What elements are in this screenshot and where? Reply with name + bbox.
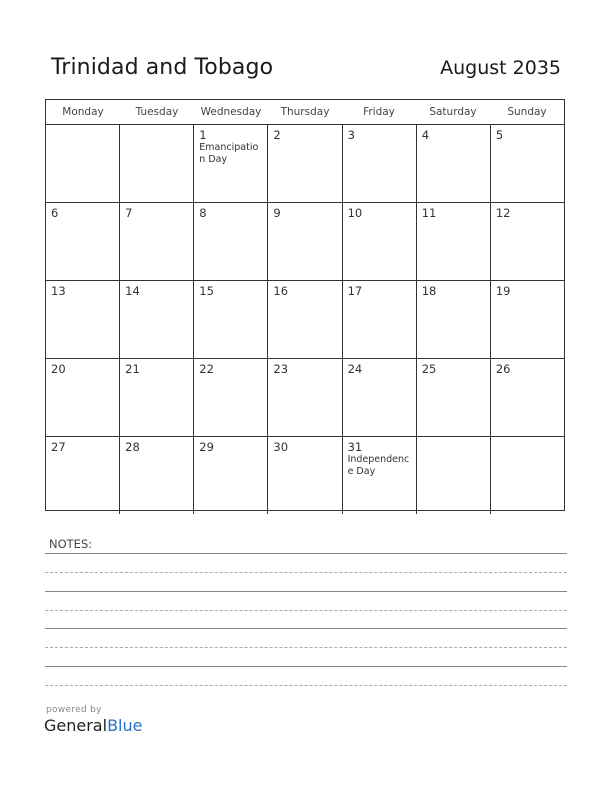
day-cell (417, 359, 491, 436)
day-cell (491, 359, 564, 436)
day-number: 13 (51, 284, 66, 298)
day-cell (491, 203, 564, 280)
day-cell (343, 203, 417, 280)
day-cell (46, 281, 120, 358)
notes-line (45, 591, 567, 592)
day-number: 5 (495, 128, 504, 142)
week-row-5 (46, 437, 564, 514)
powered-by-text: powered by (46, 705, 102, 715)
weekday-saturday: Saturday (429, 106, 477, 118)
weekday-thursday: Thursday (280, 106, 330, 118)
day-cell (343, 125, 417, 202)
day-number: 29 (199, 440, 214, 454)
day-cell (46, 437, 120, 514)
week-row-4 (46, 359, 564, 437)
day-cell (268, 359, 342, 436)
day-number: 2 (273, 128, 281, 142)
day-number: 20 (51, 362, 66, 376)
day-number: 30 (273, 440, 289, 454)
day-cell (491, 437, 564, 514)
month-year: August 2035 (440, 57, 561, 79)
brand-logo[interactable] (44, 716, 142, 735)
day-cell (343, 359, 417, 436)
week-row-2 (46, 203, 564, 281)
day-number: 23 (273, 362, 289, 376)
day-cell (491, 281, 564, 358)
notes-line (45, 553, 567, 554)
day-cell (120, 203, 194, 280)
day-number: 15 (199, 284, 214, 298)
day-cell (194, 125, 268, 202)
day-cell (417, 125, 491, 202)
notes-line (45, 610, 567, 611)
weekday-header-row (46, 100, 564, 125)
notes-line (45, 628, 567, 629)
weekday-sunday: Sunday (507, 106, 547, 118)
day-number: 31 (347, 440, 363, 454)
day-cell (194, 281, 268, 358)
day-cell (491, 125, 564, 202)
day-cell (417, 281, 491, 358)
notes-label: NOTES: (49, 537, 93, 551)
day-number: 19 (495, 284, 511, 298)
day-cell (120, 359, 194, 436)
day-number: 16 (273, 284, 289, 298)
day-cell (343, 437, 417, 514)
day-number: 27 (51, 440, 66, 454)
holiday-label: Emancipation Day (199, 142, 259, 165)
day-cell (343, 281, 417, 358)
brand-blue-text: Blue (107, 716, 143, 735)
day-number: 12 (495, 206, 511, 220)
notes-line (45, 647, 567, 648)
holiday-label: Independence Day (347, 454, 410, 477)
notes-line (45, 572, 567, 573)
page-title: Trinidad and Tobago (51, 55, 274, 80)
weekday-monday: Monday (62, 106, 104, 118)
day-cell (268, 125, 342, 202)
weekday-wednesday: Wednesday (200, 106, 262, 118)
day-number: 10 (347, 206, 363, 220)
day-number: 4 (421, 128, 430, 142)
day-number: 22 (199, 362, 214, 376)
day-number: 14 (125, 284, 140, 298)
day-cell (194, 203, 268, 280)
day-cell (46, 359, 120, 436)
day-number: 1 (199, 128, 207, 142)
day-number: 28 (125, 440, 140, 454)
day-number: 24 (347, 362, 363, 376)
day-cell (268, 281, 342, 358)
day-cell (268, 203, 342, 280)
weekday-tuesday: Tuesday (135, 106, 179, 118)
week-row-3 (46, 281, 564, 359)
day-cell (194, 437, 268, 514)
day-number: 21 (125, 362, 140, 376)
brand-general-text: General (44, 716, 108, 735)
notes-line (45, 666, 567, 667)
day-number: 11 (421, 206, 437, 220)
day-number: 7 (125, 206, 133, 220)
day-number: 9 (273, 206, 281, 220)
day-cell (417, 203, 491, 280)
day-number: 25 (421, 362, 437, 376)
day-cell (46, 125, 120, 202)
day-number: 8 (199, 206, 207, 220)
day-cell (46, 203, 120, 280)
day-number: 18 (421, 284, 437, 298)
day-cell (120, 437, 194, 514)
day-cell (194, 359, 268, 436)
day-cell (268, 437, 342, 514)
day-number: 17 (347, 284, 363, 298)
weekday-friday: Friday (363, 106, 395, 118)
day-number: 6 (51, 206, 59, 220)
calendar-grid (45, 99, 565, 511)
day-cell (417, 437, 491, 514)
day-cell (120, 281, 194, 358)
notes-line (45, 685, 567, 686)
day-number: 3 (347, 128, 355, 142)
week-row-1 (46, 125, 564, 203)
day-number: 26 (495, 362, 511, 376)
day-cell (120, 125, 194, 202)
